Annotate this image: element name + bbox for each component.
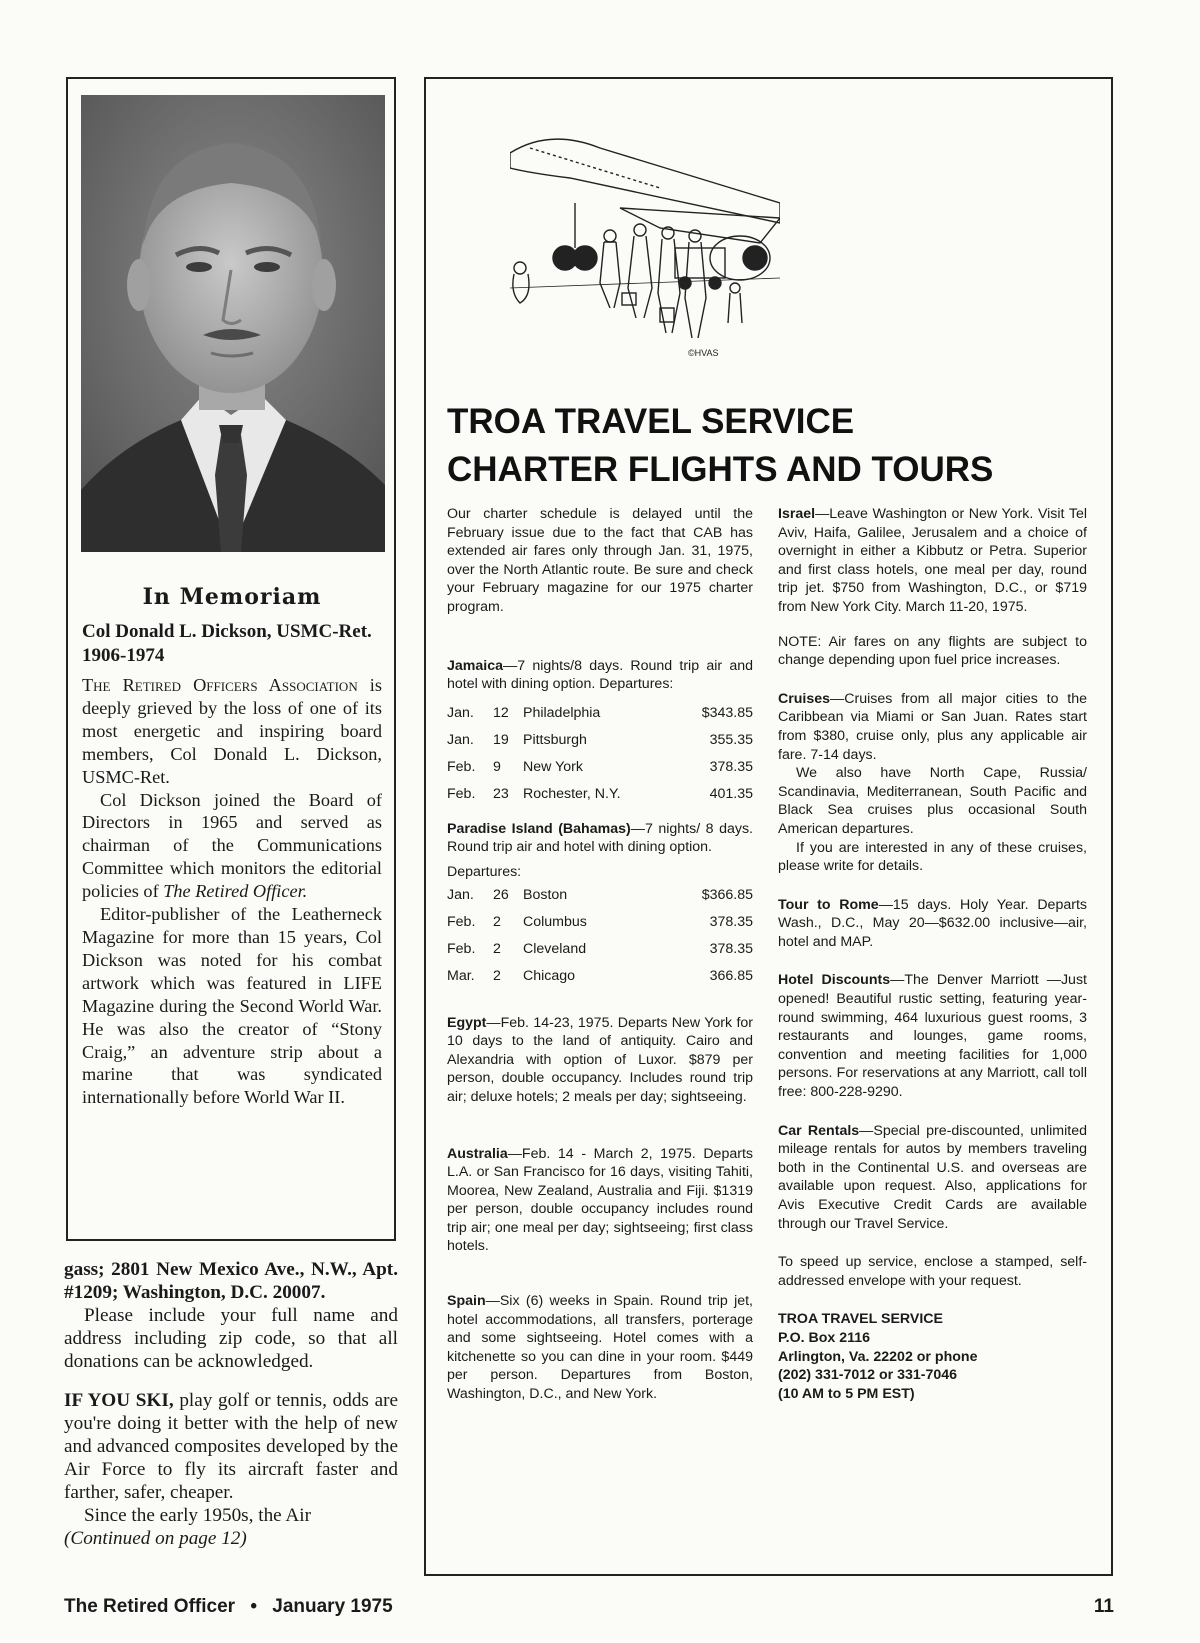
egypt-description: —Feb. 14-23, 1975. Departs New York for 10 days to the land of antiquity. Cairo and Alexandria with option of Luxor. $879 per person, double occupancy. Includes round trip air; deluxe hotels; 2 meals per day; sightseeing. [447,1014,753,1105]
contact-line: (10 AM to 5 PM EST) [778,1385,915,1402]
travel-headline [447,398,1107,494]
footer-separator: • [250,1596,257,1617]
hotel-heading: Hotel Discounts [778,972,891,989]
memoriam-paragraph-2: Col Dickson joined the Board of Directors in 1965 and served as chairman of the Communications Committee which monitors the editorial policies of [82,789,382,902]
rome-heading: Tour to Rome [778,896,879,913]
paradise-departures-table [447,882,753,990]
table-row [447,963,753,990]
australia-heading: Australia [447,1145,508,1162]
table-row [447,754,753,781]
departure-price: 366.85 [709,967,753,984]
paradise-description: —7 nights/ 8 days. Round trip air and hotel with dining option. [447,820,753,856]
spain-description: —Six (6) weeks in Spain. Round trip jet, hotel accommodations, all transfers, porterage and some sightseeing. Hotel comes with a kitchenette so you can dine in your room. $449 per person. Departures from Boston, Washington, D.C., and New York. [447,1293,753,1403]
speed-service-note: To speed up service, enclose a stamped, self-addressed envelope with your request. [778,1254,1087,1289]
paradise-heading: Paradise Island (Bahamas) [447,820,631,837]
departure-day: 2 [493,913,501,930]
departure-day: 2 [493,940,501,957]
departure-month: Feb. [447,913,476,930]
charter-intro: Our charter schedule is delayed until the February issue due to the fact that CAB has extended air fares only through Jan. 31, 1975, over the North Atlantic route. Be sure and check your February magazine for our 1975 charter program. [447,506,753,615]
egypt-heading: Egypt [447,1014,487,1031]
departure-day: 23 [493,785,509,802]
memoriam-association: The Retired Officers Association [82,675,358,695]
table-row [447,781,753,808]
memoriam-name: Col Donald L. Dickson, USMC-Ret. 1906-1974 [82,621,372,666]
departure-month: Feb. [447,758,476,775]
cruises-more: We also have North Cape, Russia/ Scandinavia, Mediterranean, South Pacific and Black Sea cruises plus occasional South American departures. [778,765,1087,837]
airport-illustration [510,118,780,366]
illustration-credit: ©HVAS [688,348,719,358]
departure-city: New York [523,758,583,775]
footer-publication: The Retired Officer [64,1596,236,1617]
spain-heading: Spain [447,1293,486,1310]
israel-description: —Leave Washington or New York. Visit Tel Aviv, Haifa, Galilee, Jerusalem and a choice of overnight in either a Kibbutz or Petra. Superior and first class hotels, one meal per day, round trip jet. $750 from Washington, D.C., or $719 from New York City. March 11-20, 1975. [778,506,1087,615]
australia-description: —Feb. 14 - March 2, 1975. Departs L.A. or San Francisco for 16 days, visiting Tahiti, Moorea, New Zealand, Australia and Fiji. $1319 per person, double occupancy includes round trip air; one meal per day; sightseeing; first class hotels. [447,1145,753,1255]
departure-month: Mar. [447,967,475,984]
car-description: —Special pre-discounted, unlimited mileage rentals for autos by members traveling both in the Continental U.S. and overseas are available upon request. Also, applications for Avis Executive Credit Cards are available through our Travel Service. [778,1122,1087,1232]
departure-price: 355.35 [709,731,753,748]
donation-address: gass; 2801 New Mexico Ave., N.W., Apt. #1209; Washington, D.C. 20007. [64,1259,398,1303]
cruises-description: —Cruises from all major cities to the Caribbean via Miami or San Juan. Rates start from $380, cruise only, plus any applicable air fare. 7-14 days. [778,690,1087,763]
memoriam-article [82,584,382,1109]
left-column-text [64,1258,398,1550]
rome-description: —15 days. Holy Year. Departs Wash., D.C., May 20—$632.00 inclusive—air, hotel and MAP. [778,896,1087,950]
departure-price: 378.35 [709,940,753,957]
car-heading: Car Rentals [778,1122,860,1139]
israel-heading: Israel [778,506,816,522]
departure-month: Feb. [447,785,476,802]
departure-price: 378.35 [709,758,753,775]
table-row [447,727,753,754]
ski-lead: IF YOU SKI, [64,1390,174,1411]
jamaica-description: —7 nights/8 days. Round trip air and hotel with dining option. Departures: [447,657,753,693]
departure-city: Boston [523,886,568,903]
donation-instructions: Please include your full name and address including zip code, so that all donations can be acknowledged. [64,1305,398,1372]
departure-city: Pittsburgh [523,731,587,748]
memoriam-paragraph-3: Editor-publisher of the Leatherneck Magazine for more than 15 years, Col Dickson was noted for his combat artwork which was featured in LIFE Magazine during the Second World War. He was also the creator of “Stony Craig,” an adventure strip about a marine that was syndicated internationally before World War II. [82,904,382,1108]
departure-city: Chicago [523,967,576,984]
departure-city: Cleveland [523,940,587,957]
hotel-description: —The Denver Marriott —Just opened! Beautiful rustic setting, featuring year-round swimming, 464 luxurious guest rooms, 3 restaurants and lounges, game rooms, convention and meeting facilities for 1,000 persons. For reservations at any Marriott, call toll free: 800-228-9290. [778,972,1087,1101]
cruises-write: If you are interested in any of these cruises, please write for details. [778,839,1087,875]
departure-price: 401.35 [709,785,753,802]
departure-day: 2 [493,967,501,984]
since-paragraph: Since the early 1950s, the Air [84,1505,311,1526]
portrait-photo [81,95,385,552]
portrait-illustration [81,95,385,552]
memoriam-publication: The Retired Officer. [163,881,308,902]
departure-day: 9 [493,758,501,775]
ski-paragraph: play golf or tennis, odds are you're doing it better with the help of new and advanced composites developed by the Air Force to fly its aircraft faster and farther, safer, cheaper. [64,1390,398,1503]
contact-line: (202) 331-7012 or 331-7046 [778,1367,958,1384]
memoriam-title: In Memoriam [142,584,322,610]
departure-day: 12 [493,704,509,721]
contact-line: TROA TRAVEL SERVICE [778,1311,944,1328]
footer-issue: January 1975 [272,1596,393,1617]
page-footer [64,1596,1114,1618]
departure-city: Columbus [523,913,587,930]
departure-month: Jan. [447,704,474,721]
contact-line: Arlington, Va. 22202 or phone [778,1348,978,1365]
memoriam-body [82,674,382,1109]
table-row [447,700,753,727]
departure-day: 26 [493,886,509,903]
headline-line-1: TROA TRAVEL SERVICE [447,402,855,441]
table-row [447,936,753,963]
contact-block [778,1310,1087,1403]
continued-note: (Continued on page 12) [64,1528,247,1549]
jamaica-heading: Jamaica [447,657,504,674]
airplane-boarding-sketch [510,118,780,366]
table-row [447,909,753,936]
travel-column-left [447,505,753,1404]
departure-month: Feb. [447,940,476,957]
page-number: 11 [1093,1596,1114,1617]
travel-column-right [778,505,1087,1403]
departure-price: $366.85 [701,886,753,903]
departure-price: $343.85 [701,704,753,721]
headline-line-2: CHARTER FLIGHTS AND TOURS [447,450,994,489]
jamaica-departures-table [447,700,753,808]
contact-line: P.O. Box 2116 [778,1329,871,1346]
memoriam-paragraph-1: is deeply grieved by the loss of one of its most energetic and inspiring board members, Col Donald L. Dickson, USMC-Ret. [82,675,383,787]
departure-city: Philadelphia [523,704,601,721]
departure-month: Jan. [447,731,474,748]
departure-city: Rochester, N.Y. [523,785,621,802]
cruises-heading: Cruises [778,690,831,707]
departure-month: Jan. [447,886,474,903]
fare-note: NOTE: Air fares on any flights are subject to change depending upon fuel price increases. [778,633,1087,669]
table-row [447,882,753,909]
departure-price: 378.35 [709,913,753,930]
departure-day: 19 [493,731,509,748]
paradise-departures-label: Departures: [447,863,522,880]
